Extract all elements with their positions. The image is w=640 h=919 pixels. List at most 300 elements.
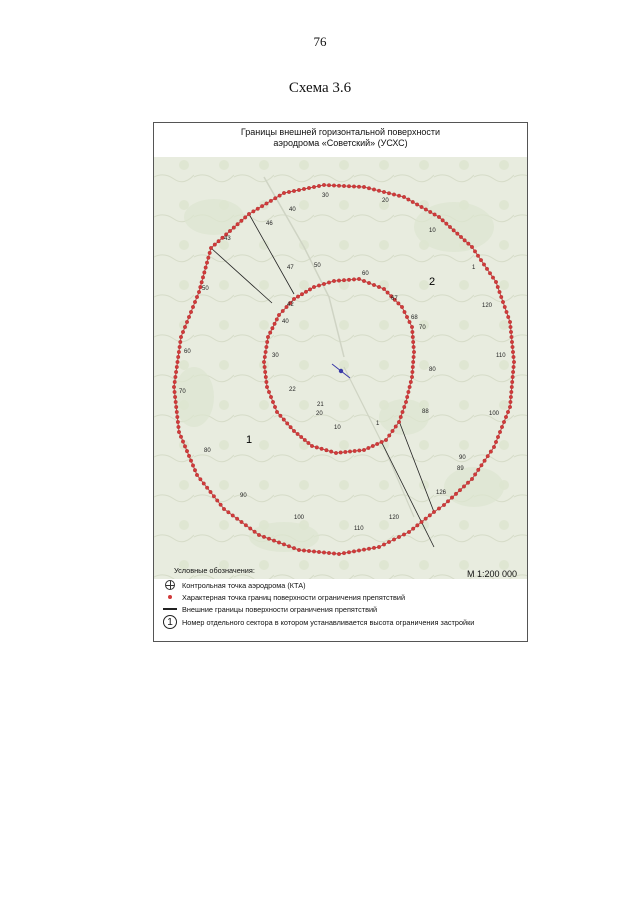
- terrain-patch: [174, 367, 214, 427]
- boundary-point: [358, 449, 362, 453]
- boundary-point: [512, 365, 516, 369]
- boundary-point: [347, 184, 351, 188]
- boundary-point: [183, 325, 187, 329]
- boundary-point: [511, 375, 515, 379]
- boundary-point: [387, 434, 391, 438]
- boundary-point: [510, 385, 514, 389]
- boundary-point: [387, 191, 391, 195]
- boundary-point: [512, 360, 516, 364]
- boundary-point: [387, 540, 391, 544]
- boundary-point: [320, 447, 324, 451]
- boundary-point: [189, 459, 193, 463]
- boundary-point: [508, 405, 512, 409]
- boundary-point: [485, 267, 489, 271]
- inner-point-label: 30: [272, 353, 279, 359]
- inner-point-label: 21: [317, 402, 324, 408]
- boundary-point: [191, 305, 195, 309]
- boundary-point: [273, 405, 277, 409]
- boundary-point: [269, 199, 273, 203]
- boundary-point: [209, 490, 213, 494]
- legend-label-kta: Контрольная точка аэродрома (КТА): [182, 580, 306, 590]
- boundary-point: [263, 370, 267, 374]
- boundary-point: [411, 200, 415, 204]
- legend-label-sector: Номер отдельного сектора в котором устанавливается высота ограничения застройки: [182, 617, 475, 627]
- boundary-point: [217, 239, 221, 243]
- boundary-point: [307, 186, 311, 190]
- boundary-point: [193, 300, 197, 304]
- boundary-point: [187, 315, 191, 319]
- inner-point-label: 20: [316, 411, 323, 417]
- boundary-point: [470, 477, 474, 481]
- boundary-point: [172, 385, 176, 389]
- boundary-point: [498, 290, 502, 294]
- boundary-point: [337, 279, 341, 283]
- boundary-point: [437, 507, 441, 511]
- boundary-point: [334, 451, 338, 455]
- boundary-point: [411, 365, 415, 369]
- boundary-point: [201, 276, 205, 280]
- boundary-point: [174, 370, 178, 374]
- boundary-point: [372, 188, 376, 192]
- boundary-point: [486, 454, 490, 458]
- boundary-point: [473, 473, 477, 477]
- boundary-point: [332, 184, 336, 188]
- inner-point-label: 40: [282, 319, 289, 325]
- boundary-point: [200, 280, 204, 284]
- boundary-point: [252, 210, 256, 214]
- boundary-point: [441, 219, 445, 223]
- map-scale: М 1:200 000: [466, 569, 517, 579]
- boundary-point: [511, 345, 515, 349]
- boundary-point: [208, 251, 212, 255]
- boundary-point: [402, 195, 406, 199]
- boundary-point: [405, 395, 409, 399]
- boundary-point: [322, 183, 326, 187]
- boundary-point: [386, 291, 390, 295]
- boundary-point: [253, 530, 257, 534]
- boundary-point: [176, 415, 180, 419]
- boundary-point: [362, 448, 366, 452]
- boundary-point: [296, 432, 300, 436]
- boundary-point: [262, 360, 266, 364]
- scheme-title: Схема 3.6: [288, 80, 352, 96]
- boundary-point: [174, 405, 178, 409]
- boundary-point: [327, 551, 331, 555]
- boundary-point: [244, 523, 248, 527]
- boundary-point: [173, 390, 177, 394]
- boundary-point: [262, 535, 266, 539]
- terrain-patch: [184, 199, 244, 235]
- boundary-point: [265, 345, 269, 349]
- boundary-point: [312, 550, 316, 554]
- boundary-point: [503, 305, 507, 309]
- boundary-point: [279, 414, 283, 418]
- boundary-point: [432, 510, 436, 514]
- boundary-point: [322, 551, 326, 555]
- boundary-point: [509, 400, 513, 404]
- boundary-point: [205, 261, 209, 265]
- outer-point-label: 10: [429, 228, 436, 234]
- boundary-point: [405, 315, 409, 319]
- boundary-point: [202, 482, 206, 486]
- boundary-point: [352, 278, 356, 282]
- boundary-point: [509, 325, 513, 329]
- legend-item-sector: [162, 616, 474, 628]
- boundary-point: [500, 425, 504, 429]
- boundary-point: [189, 310, 193, 314]
- outer-point-label: 89: [457, 466, 464, 472]
- boundary-point: [273, 322, 277, 326]
- boundary-point: [277, 541, 281, 545]
- boundary-point: [257, 533, 261, 537]
- boundary-point: [510, 340, 514, 344]
- boundary-point: [277, 313, 281, 317]
- boundary-point: [352, 185, 356, 189]
- sector-label-1: 1: [246, 434, 253, 446]
- boundary-point: [408, 385, 412, 389]
- boundary-point: [337, 184, 341, 188]
- boundary-point: [463, 239, 467, 243]
- boundary-point: [175, 365, 179, 369]
- boundary-point: [424, 517, 428, 521]
- legend: [154, 565, 527, 641]
- boundary-point: [181, 440, 185, 444]
- boundary-point: [407, 530, 411, 534]
- boundary-point: [367, 547, 371, 551]
- legend-label-line: Внешние границы поверхности ограничения препятствий: [182, 604, 378, 614]
- boundary-point: [382, 287, 386, 291]
- outer-point-label: 30: [322, 193, 329, 199]
- inner-point-label: 60: [362, 271, 369, 277]
- boundary-point: [411, 527, 415, 531]
- boundary-point: [380, 440, 384, 444]
- boundary-point: [502, 420, 506, 424]
- boundary-point: [410, 325, 414, 329]
- boundary-point: [185, 320, 189, 324]
- outer-point-label: 110: [496, 353, 506, 359]
- boundary-point: [240, 219, 244, 223]
- boundary-point: [466, 481, 470, 485]
- boundary-point: [412, 345, 416, 349]
- boundary-point: [232, 226, 236, 230]
- boundary-point: [367, 186, 371, 190]
- boundary-point: [292, 429, 296, 433]
- outer-point-label: 120: [389, 515, 400, 521]
- boundary-point: [491, 276, 495, 280]
- boundary-point: [337, 552, 341, 556]
- boundary-point: [397, 420, 401, 424]
- boundary-point: [433, 213, 437, 217]
- boundary-point: [402, 405, 406, 409]
- boundary-point: [442, 503, 446, 507]
- boundary-point: [273, 196, 277, 200]
- boundary-point: [264, 350, 268, 354]
- boundary-point: [470, 245, 474, 249]
- boundary-point: [317, 550, 321, 554]
- boundary-point: [174, 400, 178, 404]
- map-title-line2: аэродрома «Советский» (УСХС): [273, 138, 408, 148]
- map-canvas: [154, 157, 527, 579]
- boundary-point: [357, 277, 361, 281]
- boundary-point: [504, 415, 508, 419]
- boundary-point: [508, 320, 512, 324]
- boundary-point: [448, 225, 452, 229]
- boundary-point: [488, 271, 492, 275]
- boundary-point: [367, 446, 371, 450]
- boundary-point: [407, 198, 411, 202]
- outer-point-label: 100: [489, 411, 500, 417]
- boundary-point: [176, 360, 180, 364]
- line-icon: [163, 608, 177, 609]
- boundary-point: [303, 438, 307, 442]
- boundary-point: [183, 445, 187, 449]
- inner-point-label: 10: [334, 425, 341, 431]
- boundary-point: [506, 410, 510, 414]
- boundary-point: [307, 441, 311, 445]
- boundary-point: [456, 232, 460, 236]
- boundary-point: [367, 281, 371, 285]
- boundary-point: [352, 550, 356, 554]
- boundary-point: [176, 420, 180, 424]
- boundary-point: [282, 418, 286, 422]
- boundary-point: [231, 514, 235, 518]
- boundary-point: [312, 185, 316, 189]
- legend-item-kta: [162, 579, 306, 591]
- boundary-point: [219, 503, 223, 507]
- boundary-point: [197, 290, 201, 294]
- boundary-point: [212, 494, 216, 498]
- boundary-point: [483, 459, 487, 463]
- boundary-point: [446, 499, 450, 503]
- boundary-point: [281, 309, 285, 313]
- boundary-point: [372, 283, 376, 287]
- boundary-point: [462, 485, 466, 489]
- terrain-patch: [249, 522, 319, 552]
- boundary-point: [342, 551, 346, 555]
- boundary-point: [177, 430, 181, 434]
- boundary-point: [512, 355, 516, 359]
- boundary-point: [315, 446, 319, 450]
- boundary-point: [501, 300, 505, 304]
- boundary-point: [400, 305, 404, 309]
- boundary-point: [428, 210, 432, 214]
- boundary-point: [332, 279, 336, 283]
- boundary-point: [342, 184, 346, 188]
- boundary-point: [382, 190, 386, 194]
- map-title: [154, 127, 527, 149]
- boundary-point: [397, 535, 401, 539]
- boundary-point: [489, 450, 493, 454]
- boundary-point: [322, 282, 326, 286]
- boundary-point: [509, 395, 513, 399]
- boundary-point: [207, 256, 211, 260]
- boundary-point: [411, 340, 415, 344]
- boundary-point: [348, 450, 352, 454]
- boundary-point: [302, 549, 306, 553]
- legend-item-points: [162, 591, 405, 603]
- inner-point-label: 80: [429, 367, 436, 373]
- boundary-point: [362, 185, 366, 189]
- boundary-point: [179, 340, 183, 344]
- boundary-point: [454, 492, 458, 496]
- boundary-point: [282, 543, 286, 547]
- boundary-point: [428, 514, 432, 518]
- boundary-point: [265, 340, 269, 344]
- boundary-point: [236, 222, 240, 226]
- boundary-point: [402, 533, 406, 537]
- boundary-point: [325, 448, 329, 452]
- boundary-point: [265, 380, 269, 384]
- boundary-point: [299, 435, 303, 439]
- boundary-point: [203, 271, 207, 275]
- boundary-point: [193, 468, 197, 472]
- outer-point-label: 46: [266, 221, 273, 227]
- boundary-point: [410, 375, 414, 379]
- boundary-point: [450, 496, 454, 500]
- outer-point-label: 50: [202, 286, 209, 292]
- boundary-point: [297, 188, 301, 192]
- inner-point-label: 88: [422, 409, 429, 415]
- boundary-point: [176, 355, 180, 359]
- inner-point-label: 50: [314, 263, 321, 269]
- boundary-point: [264, 375, 268, 379]
- outer-point-label: 90: [240, 493, 247, 499]
- boundary-point: [267, 390, 271, 394]
- inner-point-label: 47: [287, 265, 294, 271]
- boundary-point: [496, 285, 500, 289]
- boundary-point: [347, 550, 351, 554]
- boundary-point: [173, 395, 177, 399]
- boundary-point: [297, 548, 301, 552]
- inner-point-label: 1: [376, 421, 380, 427]
- boundary-point: [382, 543, 386, 547]
- boundary-point: [292, 297, 296, 301]
- boundary-point: [397, 302, 401, 306]
- boundary-point: [235, 517, 239, 521]
- boundary-point: [415, 203, 419, 207]
- boundary-point: [227, 510, 231, 514]
- boundary-point: [492, 445, 496, 449]
- outer-point-label: 70: [179, 389, 186, 395]
- boundary-point: [271, 326, 275, 330]
- outer-point-label: 100: [294, 515, 305, 521]
- boundary-point: [240, 520, 244, 524]
- boundary-point: [177, 425, 181, 429]
- inner-point-label: 42: [287, 302, 294, 308]
- boundary-point: [347, 278, 351, 282]
- inner-point-label: 68: [411, 315, 418, 321]
- boundary-point: [509, 330, 513, 334]
- boundary-point: [467, 242, 471, 246]
- boundary-point: [181, 330, 185, 334]
- boundary-point: [458, 488, 462, 492]
- boundary-point: [357, 185, 361, 189]
- boundary-point: [339, 451, 343, 455]
- boundary-point: [287, 190, 291, 194]
- boundary-point: [185, 449, 189, 453]
- boundary-point: [287, 544, 291, 548]
- outer-point-label: 60: [184, 349, 191, 355]
- boundary-point: [384, 438, 388, 442]
- boundary-point: [179, 435, 183, 439]
- boundary-point: [204, 266, 208, 270]
- boundary-point: [308, 288, 312, 292]
- boundary-point: [310, 444, 314, 448]
- boundary-point: [437, 215, 441, 219]
- map-title-line1: Границы внешней горизонтальной поверхности: [240, 127, 441, 137]
- outer-point-label: 90: [459, 455, 466, 461]
- outer-point-label: 40: [289, 207, 296, 213]
- inner-point-label: 70: [419, 325, 426, 331]
- boundary-point: [317, 184, 321, 188]
- boundary-point: [479, 258, 483, 262]
- kta-crosshair-icon: [165, 580, 175, 590]
- legend-label-points: Характерная точка границ поверхности ограничения препятствий: [182, 592, 406, 602]
- boundary-point: [209, 246, 213, 250]
- boundary-point: [215, 499, 219, 503]
- boundary-point: [411, 360, 415, 364]
- boundary-point: [317, 284, 321, 288]
- boundary-point: [473, 250, 477, 254]
- boundary-point: [412, 350, 416, 354]
- boundary-point: [510, 380, 514, 384]
- boundary-point: [266, 335, 270, 339]
- boundary-point: [268, 331, 272, 335]
- boundary-point: [459, 235, 463, 239]
- boundary-point: [195, 295, 199, 299]
- boundary-point: [511, 350, 515, 354]
- boundary-point: [498, 430, 502, 434]
- boundary-point: [267, 537, 271, 541]
- boundary-point: [213, 243, 217, 247]
- boundary-point: [177, 350, 181, 354]
- boundary-point: [285, 422, 289, 426]
- boundary-point: [292, 546, 296, 550]
- boundary-point: [424, 208, 428, 212]
- boundary-point: [263, 365, 267, 369]
- boundary-point: [445, 222, 449, 226]
- outer-point-label: 110: [354, 526, 364, 532]
- boundary-point: [482, 263, 486, 267]
- boundary-point: [377, 545, 381, 549]
- red-dot-icon: [168, 595, 172, 599]
- boundary-point: [494, 440, 498, 444]
- boundary-point: [300, 292, 304, 296]
- boundary-point: [407, 390, 411, 394]
- boundary-point: [411, 335, 415, 339]
- outer-point-label: 43: [224, 236, 231, 242]
- map-frame: [153, 122, 528, 642]
- boundary-point: [476, 254, 480, 258]
- boundary-point: [178, 345, 182, 349]
- boundary-point: [312, 285, 316, 289]
- boundary-point: [394, 425, 398, 429]
- boundary-point: [411, 370, 415, 374]
- outer-point-label: 126: [436, 490, 447, 496]
- boundary-point: [289, 425, 293, 429]
- boundary-point: [510, 390, 514, 394]
- boundary-point: [247, 212, 251, 216]
- boundary-point: [296, 295, 300, 299]
- boundary-point: [362, 548, 366, 552]
- boundary-point: [401, 410, 405, 414]
- boundary-point: [372, 546, 376, 550]
- legend-heading: Условные обозначения:: [174, 566, 255, 575]
- boundary-point: [278, 194, 282, 198]
- boundary-point: [275, 318, 279, 322]
- boundary-point: [191, 464, 195, 468]
- boundary-point: [375, 442, 379, 446]
